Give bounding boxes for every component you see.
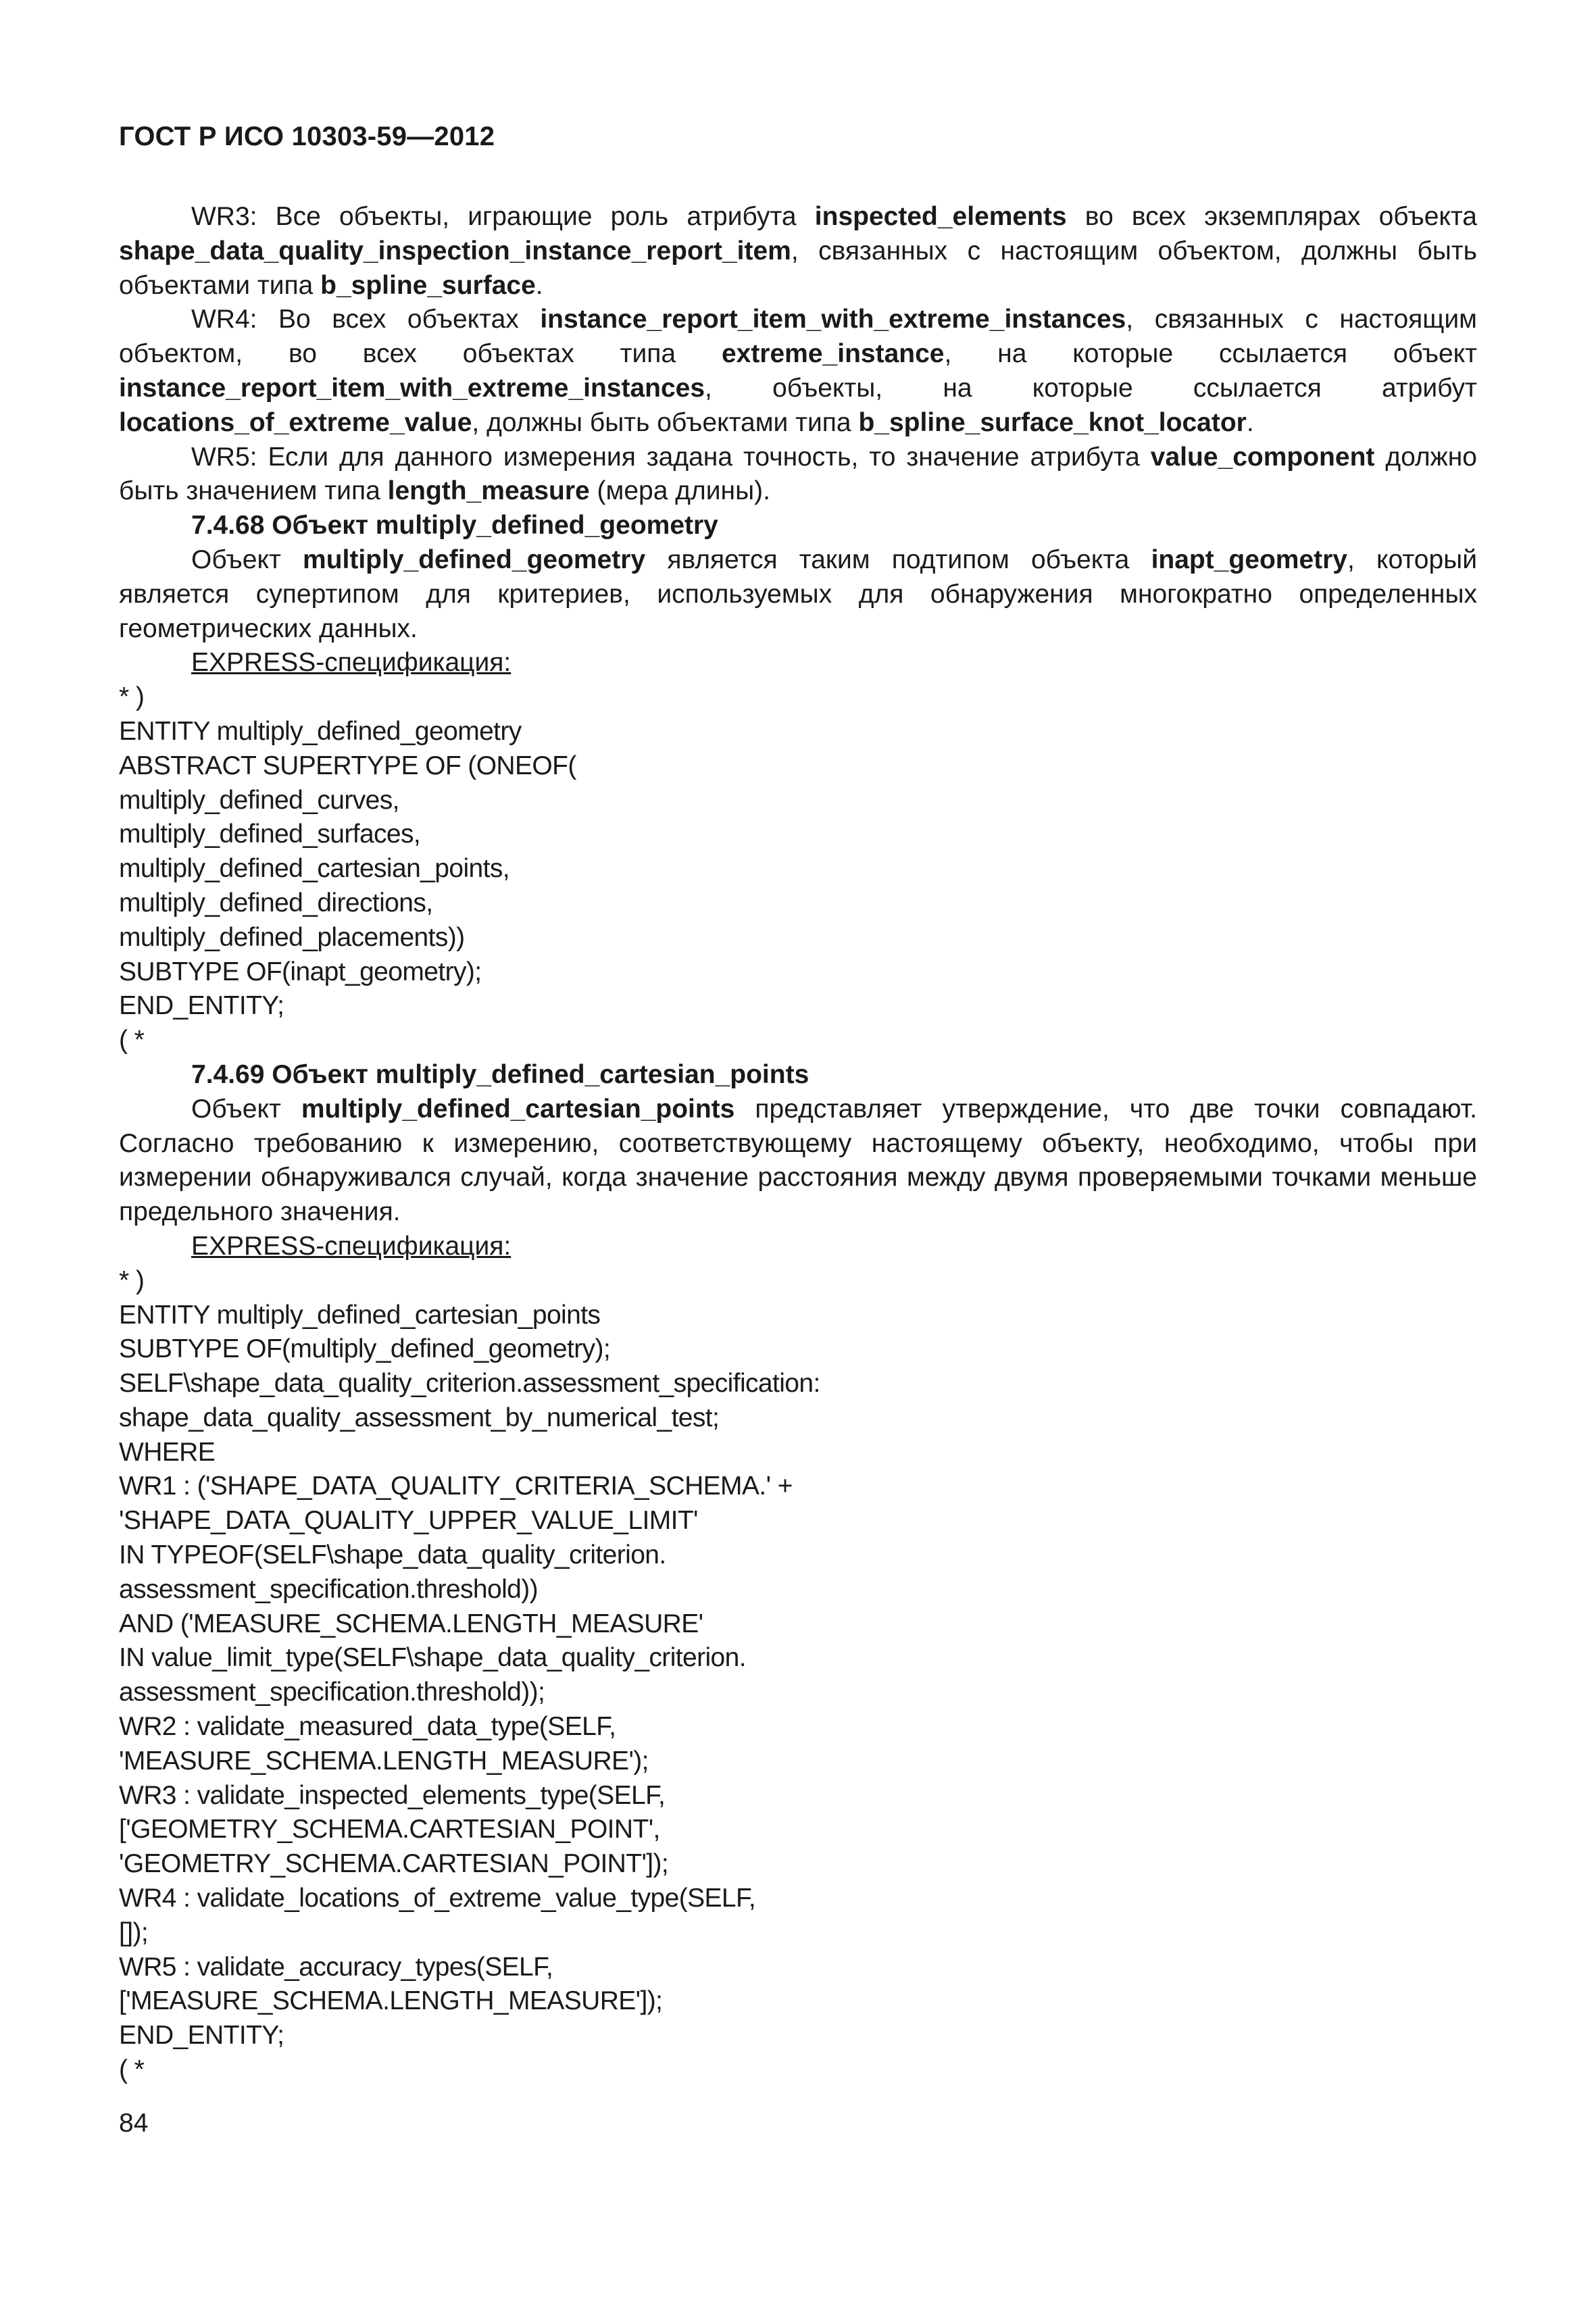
paragraph-wr5: [119, 441, 1477, 509]
code-line: WR3 : validate_inspected_elements_type(SELF,: [119, 1780, 666, 1810]
express-spec-label: EXPRESS-спецификация:: [191, 1231, 512, 1261]
code-line: []);: [119, 1917, 149, 1947]
text-run: Объект: [191, 545, 303, 574]
code-line: * ): [119, 1265, 145, 1295]
paragraph-wr4: [119, 303, 1477, 440]
code-line: shape_data_quality_assessment_by_numerical_test;: [119, 1403, 720, 1432]
text-run: , объекты, на которые ссылается атрибут: [705, 373, 1477, 403]
code-line: WHERE: [119, 1437, 216, 1467]
term-bold: shape_data_quality_inspection_instance_report_item: [119, 236, 791, 266]
code-line: multiply_defined_surfaces,: [119, 820, 421, 849]
code-line: WR2 : validate_measured_data_type(SELF,: [119, 1712, 616, 1742]
text-run: .: [1246, 407, 1254, 437]
text-run: , который является супертипом для критериев, используемых для обнаружения многократно определенных геометрических данных.: [119, 545, 1477, 643]
code-line: assessment_specification.threshold)): [119, 1574, 539, 1604]
code-line: ENTITY multiply_defined_geometry: [119, 716, 522, 746]
code-line: multiply_defined_curves,: [119, 785, 399, 815]
code-line: ['GEOMETRY_SCHEMA.CARTESIAN_POINT',: [119, 1815, 660, 1844]
term-bold: multiply_defined_cartesian_points: [301, 1094, 735, 1124]
code-line: ( *: [119, 1026, 145, 1055]
term-bold: instance_report_item_with_extreme_instances: [119, 373, 705, 403]
code-line: IN value_limit_type(SELF\shape_data_quality_criterion.: [119, 1643, 746, 1673]
text-run: во всех экземплярах объекта: [1066, 202, 1478, 231]
code-line: multiply_defined_placements)): [119, 922, 465, 952]
code-line: WR4 : validate_locations_of_extreme_value_type(SELF,: [119, 1884, 756, 1913]
term-bold: value_component: [1150, 442, 1375, 472]
term-bold: inspected_elements: [814, 202, 1067, 231]
section-heading-7-4-69: 7.4.69 Объект multiply_defined_cartesian_points: [191, 1059, 809, 1089]
paragraph-7-4-69: [119, 1092, 1477, 1230]
text-run: должно быть значением типа: [119, 442, 1477, 506]
text-run: Объект: [191, 1094, 301, 1124]
express-code-block-69: [119, 1264, 1477, 2088]
code-line: SELF\shape_data_quality_criterion.assessment_specification:: [119, 1369, 820, 1399]
term-bold: instance_report_item_with_extreme_instances: [540, 305, 1126, 334]
express-spec-label: EXPRESS-спецификация:: [191, 648, 512, 678]
text-run: WR4: Во всех объектах: [191, 305, 541, 334]
term-bold: length_measure: [387, 476, 590, 506]
code-line: ENTITY multiply_defined_cartesian_points: [119, 1300, 601, 1330]
term-bold: b_spline_surface: [320, 270, 536, 300]
code-line: END_ENTITY;: [119, 991, 284, 1021]
text-run: .: [535, 270, 543, 300]
text-run: , связанных с настоящим объектом, во всех объектах типа: [119, 305, 1477, 369]
code-line: AND ('MEASURE_SCHEMA.LENGTH_MEASURE': [119, 1609, 703, 1638]
code-line: 'GEOMETRY_SCHEMA.CARTESIAN_POINT']);: [119, 1849, 669, 1879]
paragraph-7-4-68: [119, 543, 1477, 646]
term-bold: locations_of_extreme_value: [119, 407, 472, 437]
code-line: multiply_defined_cartesian_points,: [119, 854, 509, 884]
code-line: * ): [119, 682, 145, 712]
text-run: , на которые ссылается объект: [944, 339, 1477, 369]
term-bold: multiply_defined_geometry: [303, 545, 646, 574]
term-bold: b_spline_surface_knot_locator: [858, 407, 1247, 437]
text-run: (мера длины).: [589, 476, 770, 506]
text-run: является таким подтипом объекта: [645, 545, 1151, 574]
code-line: ABSTRACT SUPERTYPE OF (ONEOF(: [119, 751, 576, 780]
term-bold: inapt_geometry: [1151, 545, 1347, 574]
text-run: , должны быть объектами типа: [472, 407, 859, 437]
code-line: SUBTYPE OF(multiply_defined_geometry);: [119, 1334, 611, 1364]
code-line: assessment_specification.threshold));: [119, 1678, 545, 1707]
text-run: , связанных с настоящим объектом, должны быть объектами типа: [119, 236, 1477, 300]
term-bold: extreme_instance: [721, 339, 945, 369]
page-header-title: ГОСТ Р ИСО 10303-59—2012: [119, 122, 495, 151]
paragraph-wr3: [119, 200, 1477, 303]
code-line: 'MEASURE_SCHEMA.LENGTH_MEASURE');: [119, 1746, 649, 1776]
text-run: WR5: Если для данного измерения задана точность, то значение атрибута: [191, 442, 1151, 472]
express-code-block-68: [119, 680, 1477, 1058]
code-line: WR1 : ('SHAPE_DATA_QUALITY_CRITERIA_SCHEMA.' +: [119, 1472, 793, 1501]
code-line: multiply_defined_directions,: [119, 888, 433, 917]
section-heading-7-4-68: 7.4.68 Объект multiply_defined_geometry: [191, 511, 718, 540]
code-line: SUBTYPE OF(inapt_geometry);: [119, 957, 482, 986]
code-line: WR5 : validate_accuracy_types(SELF,: [119, 1952, 553, 1982]
text-run: WR3: Все объекты, играющие роль атрибута: [191, 202, 815, 231]
page-number: 84: [119, 2109, 149, 2138]
code-line: ['MEASURE_SCHEMA.LENGTH_MEASURE']);: [119, 1986, 663, 2016]
page-content: [119, 200, 1477, 2088]
code-line: 'SHAPE_DATA_QUALITY_UPPER_VALUE_LIMIT': [119, 1506, 698, 1536]
text-run: представляет утверждение, что две точки совпадают. Согласно требованию к измерению, соответствующему настоящему объекту, необходимо, чтобы при измерении обнаруживался случай, когда значение расстояния между двумя проверяемыми точками меньше предельного значения.: [119, 1094, 1477, 1227]
code-line: END_ENTITY;: [119, 2021, 284, 2051]
code-line: IN TYPEOF(SELF\shape_data_quality_criterion.: [119, 1540, 666, 1570]
code-line: ( *: [119, 2055, 145, 2085]
